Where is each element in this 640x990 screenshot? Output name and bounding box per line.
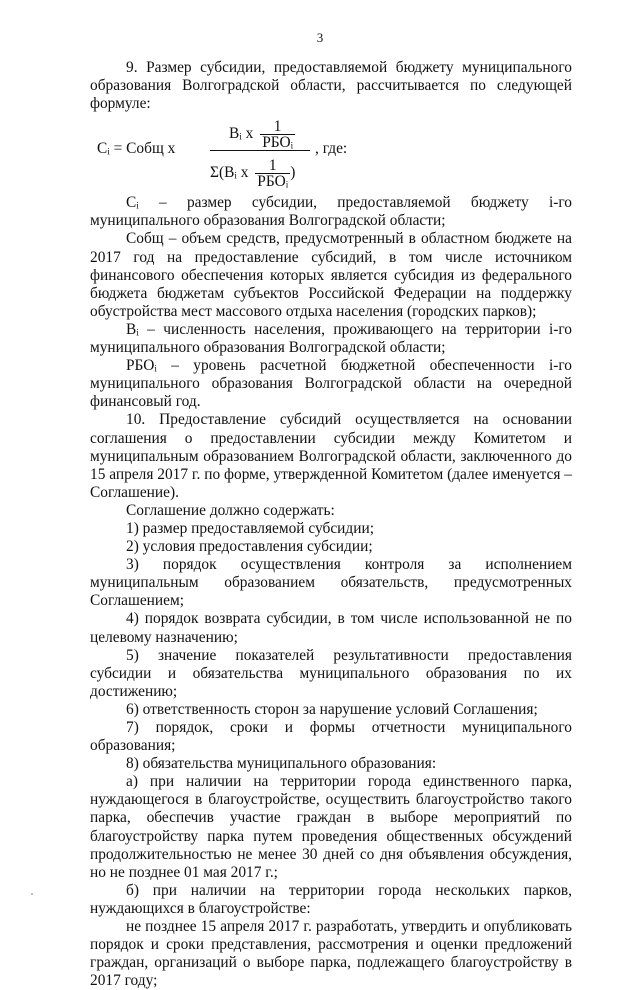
formula-denominator-close: ) — [290, 164, 296, 182]
agreement-item-3: 3) порядок осуществления контроля за исполнением муниципальным образованием обязательств, предусмотренных Соглашением; — [90, 556, 572, 610]
document-body — [90, 59, 572, 990]
scan-speck — [31, 893, 33, 895]
agreement-item-4: 4) порядок возврата субсидии, в том числе использованной не по целевому назначению; — [90, 610, 572, 646]
agreement-item-8a: а) при наличии на территории города единственного парка, нуждающегося в благоустройстве, осуществить благоустройство такого парка, обеспечив участие граждан в выборе мероприятий по благоустройству парка путем проведения общественных обсуждений продолжительностью не менее 30 дней со дня объявления обсуждения, но не позднее 01 мая 2017 г.; — [90, 773, 572, 881]
agreement-item-1: 1) размер предоставляемой субсидии; — [126, 519, 374, 537]
agreement-intro: Соглашение должно содержать: — [126, 501, 335, 519]
inner-fraction-den: РБОᵢ — [257, 173, 289, 191]
formula-inner-fraction-bottom — [255, 158, 290, 189]
formula-numerator — [229, 119, 295, 150]
definition-ci: Cᵢ – размер субсидии, предоставляемой бюджету i-го муниципального образования Волгоградской области; — [90, 194, 572, 230]
formula-lhs: Cᵢ = Cобщ x — [97, 140, 176, 158]
inner-fraction-num: 1 — [260, 119, 295, 135]
inner-fraction-den: РБОᵢ — [262, 134, 294, 152]
agreement-item-7: 7) порядок, сроки и формы отчетности муниципального образования; — [90, 719, 572, 755]
definition-rboi: РБОᵢ – уровень расчетной бюджетной обеспеченности i-го муниципального образования Волгоградской области на очередной финансовый год. — [90, 357, 572, 411]
agreement-item-8b: б) при наличии на территории города нескольких парков, нуждающихся в благоустройстве: — [90, 881, 572, 917]
formula-inner-fraction-top — [260, 119, 295, 150]
agreement-item-8: 8) обязательства муниципального образования: — [126, 755, 437, 773]
formula-where: , где: — [315, 140, 348, 158]
agreement-item-2: 2) условия предоставления субсидии; — [126, 538, 373, 556]
page-number: 3 — [316, 30, 324, 45]
subsidy-formula — [90, 117, 572, 189]
paragraph-9: 9. Размер субсидии, предоставляемой бюджету муниципального образования Волгоградской области, рассчитывается по следующей формуле: — [90, 59, 572, 113]
formula-main-fraction-line — [210, 150, 310, 151]
formula-denominator-sum: Σ(Bᵢ x — [210, 164, 249, 182]
agreement-item-8b-1: не позднее 15 апреля 2017 г. разработать, утвердить и опубликовать порядок и сроки представления, рассмотрения и оценки предложений граждан, организаций о выборе парка, подлежащего благоустройству в 2017 году; — [90, 918, 572, 990]
formula-numerator-b: Bᵢ x — [229, 125, 254, 143]
paragraph-10: 10. Предоставление субсидий осуществляется на основании соглашения о предоставлении субсидии между Комитетом и муниципальным образованием Волгоградской области, заключенного до 15 апреля 2017 г. по форме, утвержденной Комитетом (далее именуется – Соглашение). — [90, 411, 572, 501]
definition-bi: Bᵢ – численность населения, проживающего на территории i-го муниципального образования Волгоградской области; — [90, 320, 572, 357]
agreement-item-5: 5) значение показателей результативности предоставления субсидии и обязательства муниципального образования по их достижению; — [90, 646, 572, 700]
formula-denominator — [210, 158, 295, 189]
definition-sobshch: Собщ – объем средств, предусмотренный в областном бюджете на 2017 год на предоставление субсидий, в том числе источником финансового обеспечения которых является субсидия из федерального бюджета бюджетам субъектов Российской Федерации на поддержку обустройства мест массового отдыха населения (городских парков); — [90, 230, 572, 320]
agreement-item-6: 6) ответственность сторон за нарушение условий Соглашения; — [126, 700, 538, 718]
inner-fraction-num: 1 — [255, 158, 290, 174]
